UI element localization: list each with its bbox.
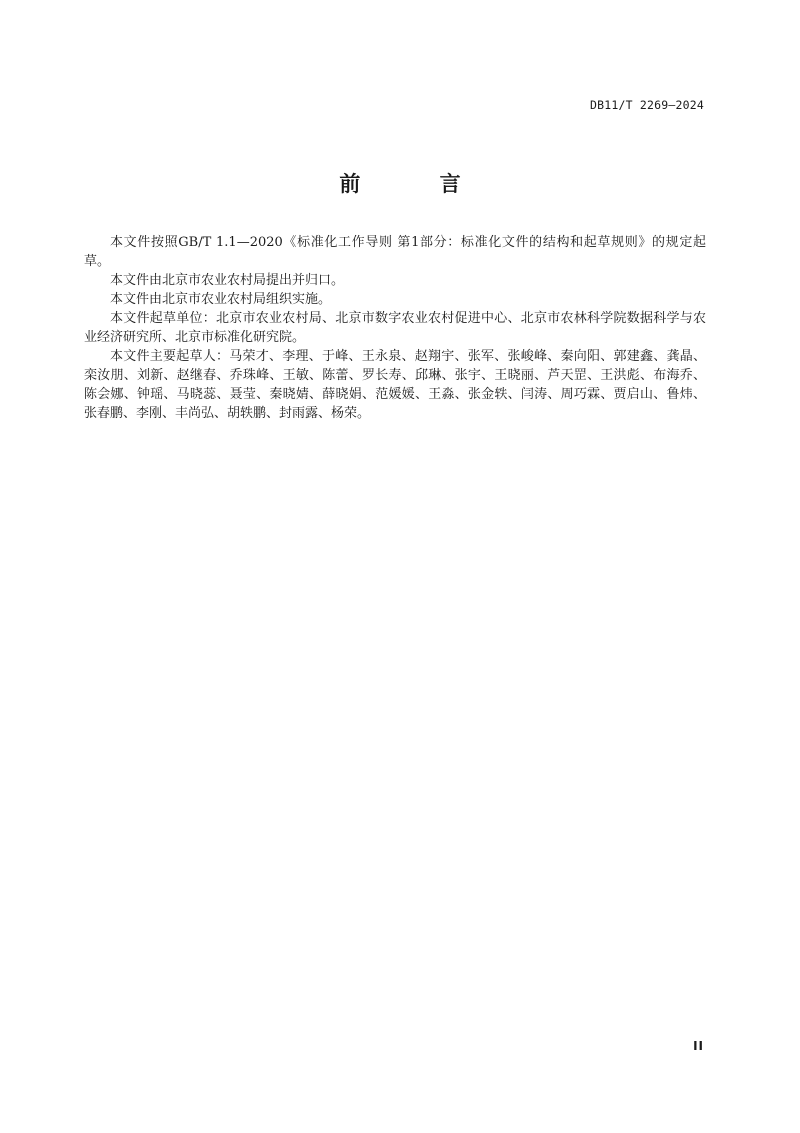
paragraph-implementer: 本文件由北京市农业农村局组织实施。 <box>110 292 332 307</box>
paragraph-proposer: 本文件由北京市农业农村局提出并归口。 <box>110 273 345 288</box>
paragraph-drafting-units: 本文件起草单位：北京市农业农村局、北京市数字农业农村促进中心、北京市农林科学院数据科学与农业经济研究所、北京市标准化研究院。 <box>84 311 706 345</box>
document-code: DB11/T 2269—2024 <box>590 98 704 112</box>
foreword-body <box>84 233 706 423</box>
paragraph-drafting-rules: 本文件按照GB/T 1.1—2020《标准化工作导则 第1部分：标准化文件的结构和起草规则》的规定起草。 <box>84 235 706 269</box>
paragraph-drafters: 本文件主要起草人：马荣才、李理、于峰、王永泉、赵翔宇、张军、张峻峰、秦向阳、郭建鑫、龚晶、栾汝朋、刘新、赵继春、乔珠峰、王敏、陈蕾、罗长寿、邱琳、张宇、王晓丽、芦天罡、王洪彪、布海乔、陈会娜、钟瑶、马晓蕊、聂莹、秦晓婧、薛晓娟、范媛媛、王淼、张金轶、闫涛、周巧霖、贾启山、鲁炜、张春鹏、李刚、丰尚弘、胡轶鹏、封雨露、杨荣。 <box>84 349 706 421</box>
page-number: II <box>693 1039 704 1053</box>
page-title: 前 言 <box>339 172 497 196</box>
